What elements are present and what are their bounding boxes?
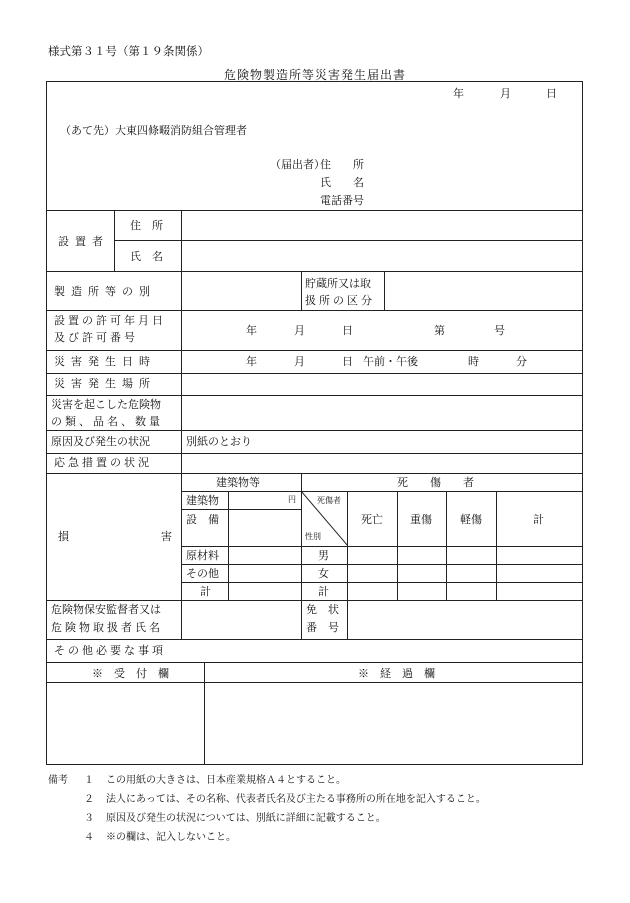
damage-char: 害 bbox=[161, 530, 172, 543]
minor-label: 軽傷 bbox=[460, 513, 482, 526]
diag-bottom-label: 性別 bbox=[305, 532, 321, 541]
note-text: この用紙の大きさは、日本産業規格Ａ４とすること。 bbox=[106, 775, 346, 786]
installer-address-label: 住 所 bbox=[130, 219, 163, 232]
emergency-label: 応急措置の状況 bbox=[54, 456, 152, 469]
note-number: ３ bbox=[84, 813, 94, 824]
col-divider bbox=[228, 491, 229, 600]
col-divider bbox=[114, 210, 115, 271]
hazmat-label: の類、品名、数量 bbox=[51, 415, 163, 428]
installer-label: 設置者 bbox=[58, 235, 109, 248]
note-text: 法人にあっては、その名称、代表者氏名及び主たる事務所の所在地を記入すること。 bbox=[106, 794, 486, 805]
casualty-header: 死 傷 者 bbox=[397, 476, 474, 489]
row-divider bbox=[181, 491, 583, 492]
row-divider bbox=[46, 453, 583, 454]
addressee: （あて先）大東四條畷消防組合管理者 bbox=[60, 124, 247, 137]
permit-label: 及び許可番号 bbox=[54, 331, 138, 344]
disaster-place-label: 災害発生場所 bbox=[54, 377, 156, 390]
row-divider bbox=[46, 210, 583, 211]
hour: 時 bbox=[468, 355, 479, 368]
building-header: 建築物等 bbox=[216, 476, 260, 489]
note-text: 原因及び発生の状況については、別紙に詳細に記載すること。 bbox=[106, 813, 386, 824]
equipment-label: 設 備 bbox=[186, 513, 219, 526]
form-title: 危険物製造所等災害発生届出書 bbox=[223, 68, 406, 82]
row-divider bbox=[46, 350, 583, 351]
casualty-total-label: 計 bbox=[533, 513, 544, 526]
row-divider bbox=[181, 564, 583, 565]
other-matters-label: その他必要な事項 bbox=[54, 644, 166, 657]
permit-year: 年 bbox=[246, 324, 257, 337]
storage-category-label: 貯蔵所又は取 bbox=[305, 277, 371, 290]
permit-month: 月 bbox=[294, 324, 305, 337]
row-divider bbox=[181, 546, 583, 547]
license-label: 番 号 bbox=[306, 621, 339, 634]
col-divider bbox=[301, 271, 302, 310]
row-divider bbox=[46, 430, 583, 431]
date-year: 年 bbox=[453, 87, 464, 100]
am-pm: 午前・午後 bbox=[363, 355, 418, 368]
row-divider bbox=[46, 639, 583, 640]
col-divider bbox=[347, 600, 348, 639]
row-divider bbox=[46, 395, 583, 396]
notifier-label: （届出者） bbox=[270, 158, 325, 171]
note-number: ４ bbox=[84, 832, 94, 843]
building-label: 建築物 bbox=[186, 494, 219, 507]
cause-value: 別紙のとおり bbox=[186, 435, 252, 448]
progress-header: ※ 経 過 欄 bbox=[358, 667, 435, 680]
hazmat-label: 災害を起こした危険物 bbox=[51, 398, 161, 411]
row-divider bbox=[46, 473, 583, 474]
installer-name-label: 氏 名 bbox=[130, 250, 163, 263]
permit-label: 設置の許可年月日 bbox=[54, 314, 166, 327]
col-divider bbox=[397, 491, 398, 600]
notifier-name: 氏 名 bbox=[320, 176, 364, 189]
other-label: その他 bbox=[186, 567, 219, 580]
sum-label: 計 bbox=[318, 585, 329, 598]
row-divider bbox=[114, 240, 583, 241]
row-divider bbox=[46, 373, 583, 374]
row-divider bbox=[46, 682, 583, 683]
disaster-day: 日 bbox=[342, 355, 353, 368]
notifier-phone: 電話番号 bbox=[320, 194, 364, 207]
row-divider bbox=[181, 582, 583, 583]
date-day: 日 bbox=[546, 87, 557, 100]
raw-material-label: 原材料 bbox=[186, 549, 219, 562]
row-divider bbox=[181, 509, 301, 510]
permit-no-dai: 第 bbox=[434, 324, 445, 337]
disaster-month: 月 bbox=[294, 355, 305, 368]
permit-day: 日 bbox=[342, 324, 353, 337]
minute: 分 bbox=[516, 355, 527, 368]
male-label: 男 bbox=[318, 549, 329, 562]
supervisor-label: 危険物取扱者氏名 bbox=[51, 621, 163, 634]
col-divider bbox=[446, 491, 447, 600]
license-label: 免 状 bbox=[306, 603, 339, 616]
disaster-date-label: 災害発生日時 bbox=[54, 355, 156, 368]
disaster-year: 年 bbox=[246, 355, 257, 368]
cause-label: 原因及び発生の状況 bbox=[51, 435, 150, 448]
notifier-address: 住 所 bbox=[320, 158, 364, 171]
yen-label: 円 bbox=[288, 495, 296, 504]
total-label: 計 bbox=[200, 585, 211, 598]
row-divider bbox=[46, 271, 583, 272]
row-divider bbox=[46, 600, 583, 601]
damage-char: 損 bbox=[58, 530, 69, 543]
row-divider bbox=[46, 310, 583, 311]
female-label: 女 bbox=[318, 567, 329, 580]
form-number: 様式第３１号（第１９条関係） bbox=[48, 44, 209, 58]
notes-label: 備考 bbox=[48, 775, 68, 786]
diag-top-label: 死傷者 bbox=[317, 496, 341, 505]
death-label: 死亡 bbox=[361, 513, 383, 526]
reception-header: ※ 受 付 欄 bbox=[92, 667, 169, 680]
col-divider bbox=[204, 663, 205, 765]
storage-category-label: 扱所の区分 bbox=[305, 294, 375, 307]
permit-no-go: 号 bbox=[494, 324, 505, 337]
note-text: ※の欄は、記入しないこと。 bbox=[106, 832, 236, 843]
col-divider bbox=[181, 210, 182, 639]
note-number: ２ bbox=[84, 794, 94, 805]
note-number: １ bbox=[84, 775, 94, 786]
col-divider bbox=[384, 271, 385, 310]
serious-label: 重傷 bbox=[410, 513, 432, 526]
col-divider bbox=[496, 491, 497, 600]
facility-type-label: 製造所等の別 bbox=[54, 285, 156, 298]
date-month: 月 bbox=[500, 87, 511, 100]
supervisor-label: 危険物保安監督者又は bbox=[51, 603, 161, 616]
